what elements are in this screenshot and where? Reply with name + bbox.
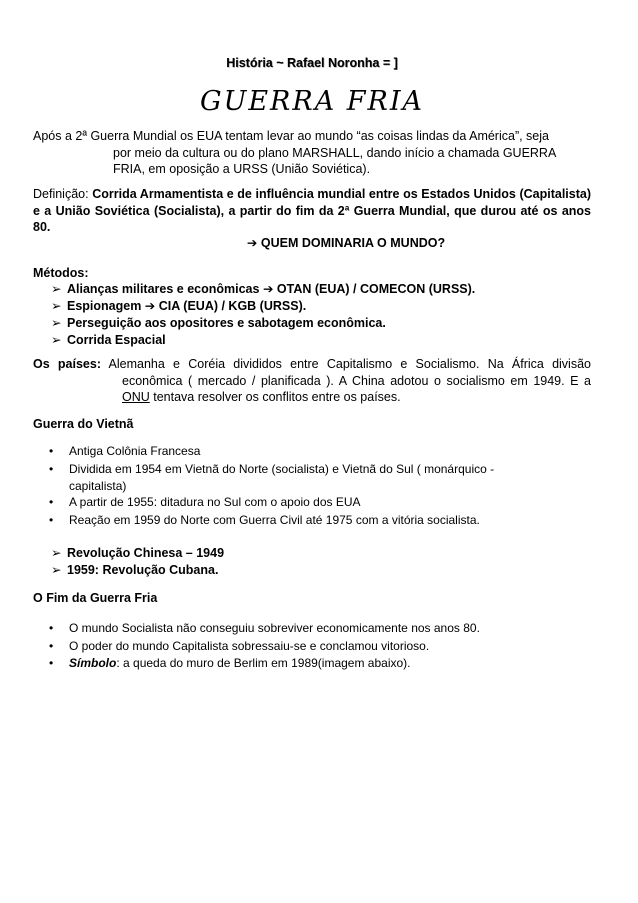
end-heading: O Fim da Guerra Fria <box>33 591 158 605</box>
question-text: QUEM DOMINARIA O MUNDO? <box>260 236 446 250</box>
countries-line-2: econômica ( mercado / planificada ). A China adotou o socialismo em 1949. E a <box>122 373 591 388</box>
list-item: • A partir de 1955: ditadura no Sul com o apoio dos EUA <box>49 495 361 509</box>
arrowhead-bullet-icon: ➢ <box>51 333 62 347</box>
page-title: GUERRA FRIA <box>200 86 424 117</box>
countries-label: Os países: <box>33 357 101 371</box>
intro-line-3: FRIA, em oposição a URSS (União Soviética). <box>113 162 371 176</box>
list-item: • Dividida em 1954 em Vietnã do Norte (socialista) e Vietnã do Sul ( monárquico - capitalista) <box>49 462 495 493</box>
list-item: • O mundo Socialista não conseguiu sobreviver economicamente nos anos 80. <box>49 621 480 635</box>
arrowhead-bullet-icon: ➢ <box>51 316 62 330</box>
definition-question <box>67 235 625 252</box>
symbol-label: Símbolo <box>69 656 117 670</box>
bullet-icon: • <box>49 639 54 653</box>
intro-line-2: por meio da cultura ou do plano MARSHALL, dando início a chamada GUERRA <box>113 145 557 160</box>
list-item: •Símbolo: a queda do muro de Berlim em 1989(imagem abaixo). <box>49 656 411 670</box>
definition-paragraph <box>33 186 591 236</box>
methods-item: ➢ Espionagem ➔ CIA (EUA) / KGB (URSS). <box>51 299 307 313</box>
methods-item: ➢ Corrida Espacial <box>51 333 166 347</box>
list-item: • Antiga Colônia Francesa <box>49 444 201 458</box>
list-item: •Reação em 1959 do Norte com Guerra Civil até 1975 com a vitória socialista. <box>49 513 480 527</box>
vietnam-heading: Guerra do Vietnã <box>33 417 134 431</box>
definition-text: Corrida Armamentista e de influência mundial entre os Estados Unidos (Capitalista) e a União Soviética (Socialista), a partir do fim da 2ª Guerra Mundial, que durou até os anos 80. <box>33 187 591 234</box>
intro-paragraph <box>33 128 591 178</box>
bullet-icon: • <box>49 495 54 509</box>
bullet-icon: • <box>49 444 54 458</box>
countries-line-1: Alemanha e Coréia divididos entre Capitalismo e Socialismo. Na África divisão <box>108 357 591 371</box>
bullet-icon: • <box>49 621 54 635</box>
revolution-item: ➢ 1959: Revolução Cubana. <box>51 563 219 577</box>
arrowhead-bullet-icon: ➢ <box>51 299 62 313</box>
methods-item: ➢ Perseguição aos opositores e sabotagem econômica. <box>51 316 386 330</box>
arrowhead-bullet-icon: ➢ <box>51 282 62 296</box>
methods-label: Métodos: <box>33 266 89 280</box>
arrow-icon: ➔ <box>246 236 258 250</box>
list-item: •O poder do mundo Capitalista sobressaiu-se e conclamou vitorioso. <box>49 639 430 653</box>
bullet-icon: • <box>49 462 54 476</box>
page-header: História ~ Rafael Noronha = ] <box>226 56 398 70</box>
methods-item: ➢ Alianças militares e econômicas ➔ OTAN (EUA) / COMECON (URSS). <box>51 282 476 296</box>
countries-paragraph <box>33 356 591 406</box>
arrowhead-bullet-icon: ➢ <box>51 546 62 560</box>
revolution-item: ➢ Revolução Chinesa – 1949 <box>51 546 225 560</box>
onu-link-text: ONU <box>122 390 150 404</box>
bullet-icon: • <box>49 656 54 670</box>
arrow-icon: ➔ <box>144 299 156 313</box>
bullet-icon: • <box>49 513 54 527</box>
countries-line-3: ONU tentava resolver os conflitos entre os países. <box>122 390 401 404</box>
intro-line-1: Após a 2ª Guerra Mundial os EUA tentam levar ao mundo “as coisas lindas da América”, seja <box>33 129 549 143</box>
definition-label: Definição: <box>33 187 89 201</box>
arrowhead-bullet-icon: ➢ <box>51 563 62 577</box>
arrow-icon: ➔ <box>262 282 274 296</box>
